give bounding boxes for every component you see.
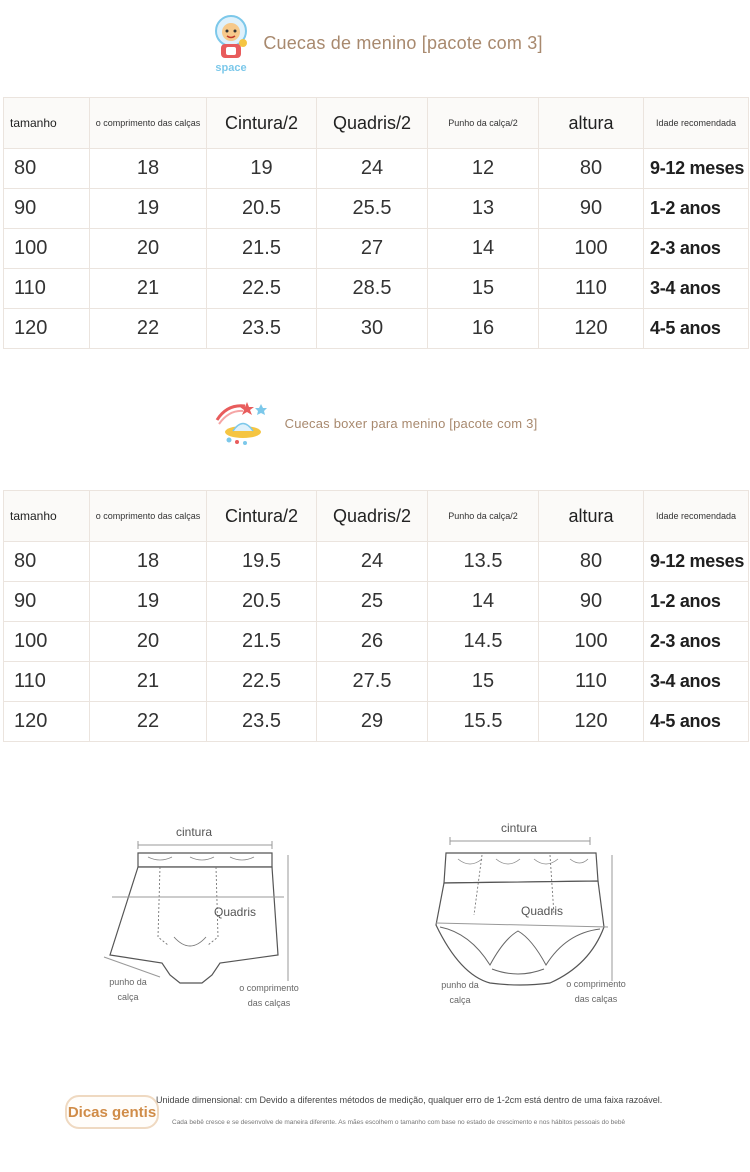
header-hips: Quadris/2 [317, 491, 428, 542]
cell-hips: 25.5 [317, 189, 428, 229]
cell-length: 21 [90, 662, 207, 702]
cell-waist: 22.5 [207, 269, 317, 309]
cell-waist: 21.5 [207, 622, 317, 662]
cell-size: 90 [4, 189, 90, 229]
waist-label: cintura [501, 821, 538, 835]
footer-note-units: Unidade dimensional: cm Devido a diferentes métodos de medição, qualquer erro de 1-2cm está dentro de uma faixa razoável. [156, 1095, 663, 1105]
table-row [4, 622, 749, 662]
hips-label: Quadris [521, 904, 564, 918]
cell-height: 80 [539, 149, 644, 189]
astronaut-logo-icon [207, 11, 255, 75]
cell-cuff: 12 [428, 149, 539, 189]
cell-length: 19 [90, 189, 207, 229]
cell-height: 110 [539, 662, 644, 702]
table-row [4, 149, 749, 189]
cell-height: 90 [539, 582, 644, 622]
cell-cuff: 14 [428, 229, 539, 269]
cell-cuff: 14.5 [428, 622, 539, 662]
cell-hips: 27 [317, 229, 428, 269]
waist-label: cintura [176, 825, 213, 839]
cell-height: 100 [539, 229, 644, 269]
header-cuff: Punho da calça/2 [428, 98, 539, 149]
length-label [232, 981, 306, 1011]
tips-badge: Dicas gentis [65, 1095, 159, 1129]
table-row [4, 542, 749, 582]
cell-size: 120 [4, 309, 90, 349]
cell-age: 9-12 meses [644, 149, 749, 189]
header-pants-length: o comprimento das calças [90, 491, 207, 542]
cell-length: 18 [90, 542, 207, 582]
cell-hips: 25 [317, 582, 428, 622]
section-header-briefs [0, 8, 750, 78]
cell-age: 2-3 anos [644, 229, 749, 269]
cell-waist: 19 [207, 149, 317, 189]
table-row [4, 662, 749, 702]
cell-age: 4-5 anos [644, 309, 749, 349]
header-cuff: Punho da calça/2 [428, 491, 539, 542]
briefs-measurement-diagram [430, 815, 650, 1015]
cuff-label [102, 975, 154, 1005]
cell-height: 110 [539, 269, 644, 309]
table-row [4, 229, 749, 269]
cell-cuff: 16 [428, 309, 539, 349]
table-row [4, 269, 749, 309]
cell-length: 22 [90, 702, 207, 742]
cell-waist: 20.5 [207, 582, 317, 622]
cell-age: 2-3 anos [644, 622, 749, 662]
cell-height: 120 [539, 309, 644, 349]
header-size: tamanho [4, 98, 90, 149]
cell-age: 1-2 anos [644, 582, 749, 622]
table-row [4, 702, 749, 742]
cell-waist: 19.5 [207, 542, 317, 582]
header-pants-length: o comprimento das calças [90, 98, 207, 149]
header-waist: Cintura/2 [207, 491, 317, 542]
cell-size: 80 [4, 542, 90, 582]
cell-waist: 20.5 [207, 189, 317, 229]
logo-text: space [215, 62, 247, 74]
cell-size: 110 [4, 662, 90, 702]
table-row [4, 582, 749, 622]
cell-waist: 21.5 [207, 229, 317, 269]
header-recommended-age: Idade recomendada [644, 98, 749, 149]
cell-height: 100 [539, 622, 644, 662]
header-hips: Quadris/2 [317, 98, 428, 149]
cell-hips: 26 [317, 622, 428, 662]
cell-height: 90 [539, 189, 644, 229]
cell-hips: 29 [317, 702, 428, 742]
table-row [4, 189, 749, 229]
section-title-boxers: Cuecas boxer para menino [pacote com 3] [284, 415, 538, 431]
size-table-boxers [3, 490, 749, 742]
header-waist: Cintura/2 [207, 98, 317, 149]
cell-size: 100 [4, 229, 90, 269]
cell-size: 100 [4, 622, 90, 662]
cell-hips: 24 [317, 542, 428, 582]
cell-cuff: 15 [428, 269, 539, 309]
cell-hips: 28.5 [317, 269, 428, 309]
cell-size: 120 [4, 702, 90, 742]
length-label [558, 977, 634, 1007]
cell-hips: 24 [317, 149, 428, 189]
cell-age: 3-4 anos [644, 662, 749, 702]
cell-length: 18 [90, 149, 207, 189]
table-header-row [4, 491, 749, 542]
length-label-line2: das calças [247, 998, 291, 1008]
cell-size: 90 [4, 582, 90, 622]
header-height: altura [539, 491, 644, 542]
cell-cuff: 13.5 [428, 542, 539, 582]
cell-cuff: 15.5 [428, 702, 539, 742]
header-recommended-age: Idade recomendada [644, 491, 749, 542]
cell-age: 4-5 anos [644, 702, 749, 742]
cell-age: 1-2 anos [644, 189, 749, 229]
cell-cuff: 13 [428, 189, 539, 229]
table-header-row [4, 98, 749, 149]
section-header-boxers [0, 396, 750, 450]
cell-cuff: 14 [428, 582, 539, 622]
header-size: tamanho [4, 491, 90, 542]
cell-age: 9-12 meses [644, 542, 749, 582]
table-row [4, 309, 749, 349]
cell-waist: 22.5 [207, 662, 317, 702]
cell-cuff: 15 [428, 662, 539, 702]
hips-label: Quadris [214, 905, 257, 919]
cell-height: 80 [539, 542, 644, 582]
boxer-measurement-diagram [100, 815, 320, 1015]
cell-length: 20 [90, 622, 207, 662]
footer-notes [0, 1085, 750, 1145]
size-table-briefs [3, 97, 749, 349]
cell-length: 21 [90, 269, 207, 309]
cell-size: 80 [4, 149, 90, 189]
cell-size: 110 [4, 269, 90, 309]
length-label-line2: das calças [574, 994, 618, 1004]
cell-hips: 27.5 [317, 662, 428, 702]
cuff-label-line1: punho da [109, 977, 147, 987]
section-title-briefs: Cuecas de menino [pacote com 3] [263, 32, 543, 53]
length-label-line1: o comprimento [239, 983, 299, 993]
cell-length: 19 [90, 582, 207, 622]
cuff-label: punho da calça [441, 980, 479, 1005]
cell-waist: 23.5 [207, 702, 317, 742]
footer-note-growth: Cada bebê cresce e se desenvolve de maneira diferente. As mães escolhem o tamanho com base no estado de crescimento e nos hábitos pessoais do bebê [172, 1119, 626, 1126]
cell-waist: 23.5 [207, 309, 317, 349]
length-label-line1: o comprimento [566, 979, 626, 989]
cell-height: 120 [539, 702, 644, 742]
cuff-label-line2: calça [117, 992, 139, 1002]
cell-hips: 30 [317, 309, 428, 349]
cell-length: 22 [90, 309, 207, 349]
cell-length: 20 [90, 229, 207, 269]
header-height: altura [539, 98, 644, 149]
cell-age: 3-4 anos [644, 269, 749, 309]
ufo-stars-icon [213, 398, 275, 448]
